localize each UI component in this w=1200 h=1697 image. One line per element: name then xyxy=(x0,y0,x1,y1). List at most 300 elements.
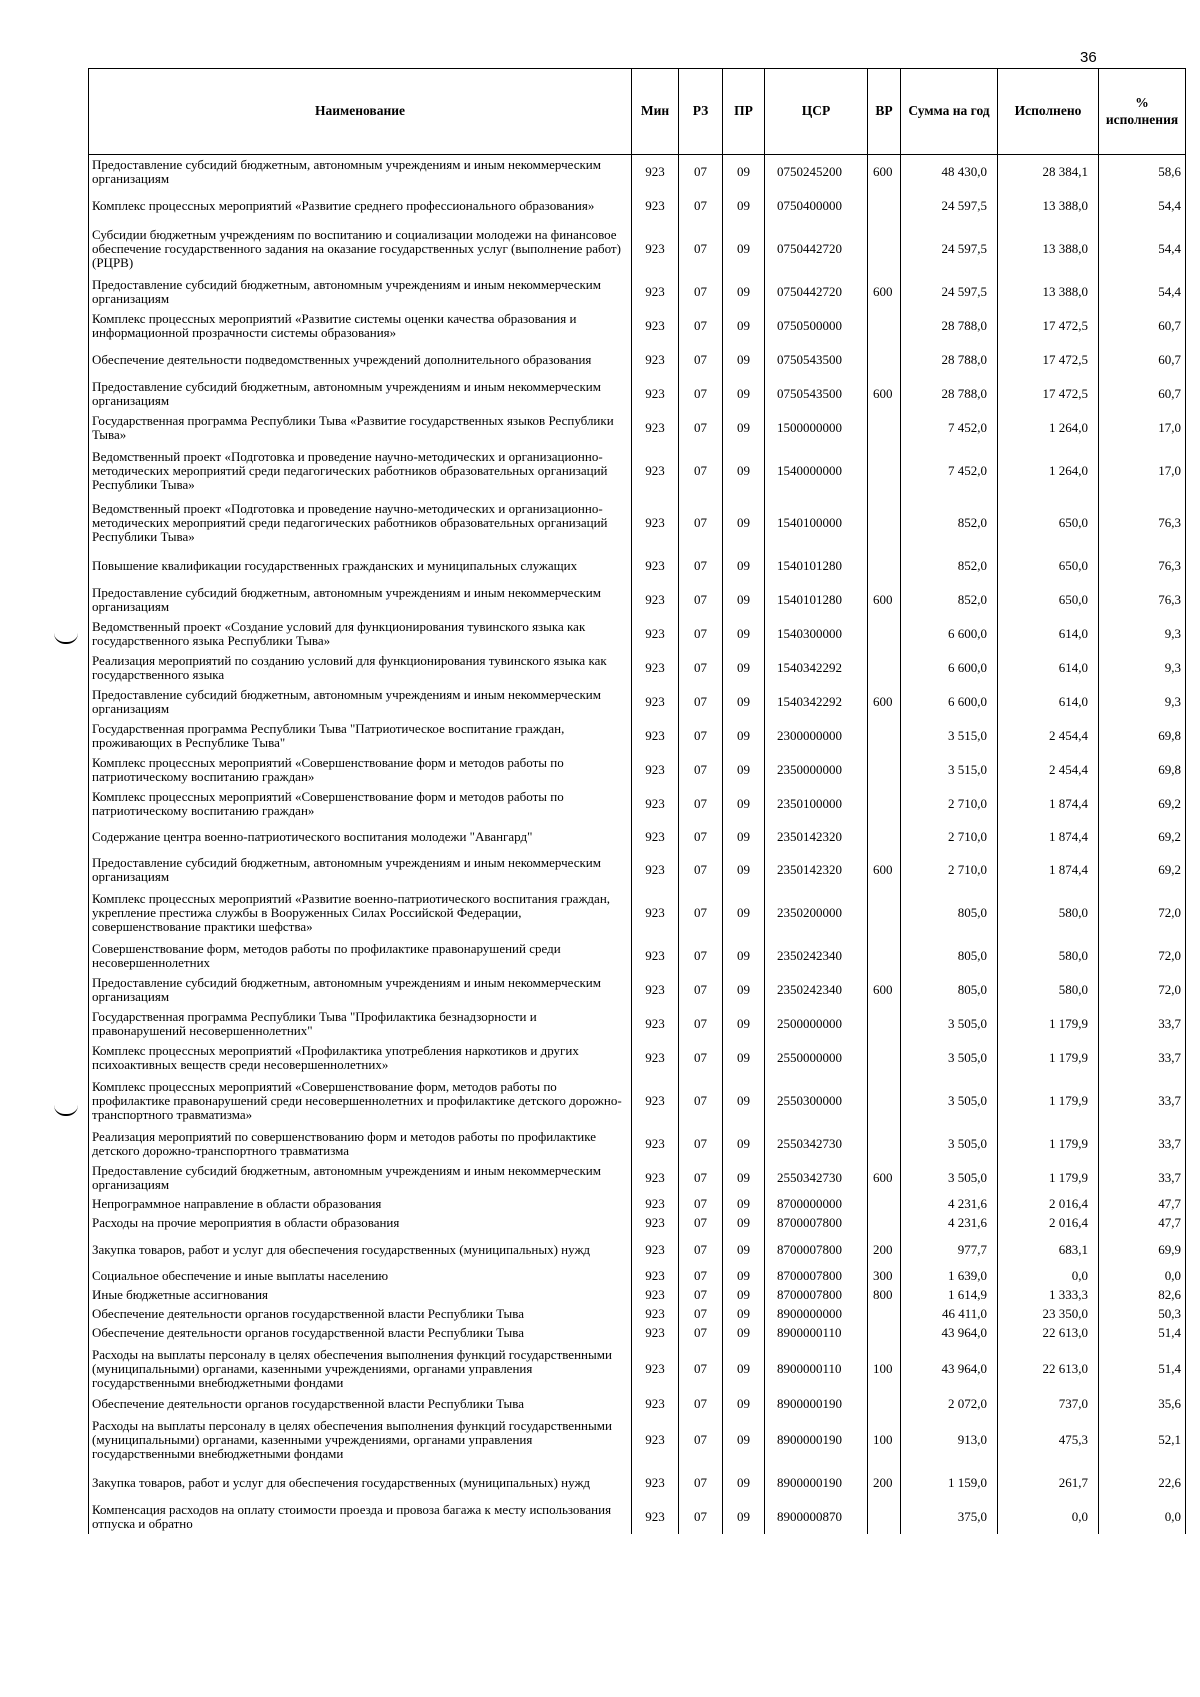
cell-pct: 47,7 xyxy=(1099,1214,1186,1233)
cell-min: 923 xyxy=(632,1267,679,1286)
cell-csr: 2550342730 xyxy=(765,1127,868,1161)
cell-rz: 07 xyxy=(679,377,723,411)
table-row xyxy=(89,343,1186,377)
cell-pr: 09 xyxy=(723,549,765,583)
cell-min: 923 xyxy=(632,753,679,787)
cell-done: 2 016,4 xyxy=(998,1195,1099,1214)
cell-pct: 72,0 xyxy=(1099,887,1186,939)
cell-vr: 600 xyxy=(868,685,901,719)
cell-pct: 47,7 xyxy=(1099,1195,1186,1214)
table-row xyxy=(89,853,1186,887)
cell-rz: 07 xyxy=(679,685,723,719)
cell-sum: 6 600,0 xyxy=(901,617,998,651)
cell-min: 923 xyxy=(632,1500,679,1534)
cell-csr: 2350100000 xyxy=(765,787,868,821)
cell-name: Ведомственный проект «Подготовка и проведение научно-методических и организационно-методических мероприятий среди педагогических работников образовательных организаций Республики Тыва» xyxy=(89,497,632,549)
cell-pct: 33,7 xyxy=(1099,1007,1186,1041)
table-row xyxy=(89,1286,1186,1305)
cell-vr xyxy=(868,309,901,343)
cell-rz: 07 xyxy=(679,1305,723,1324)
cell-pr: 09 xyxy=(723,1267,765,1286)
cell-name: Комплекс процессных мероприятий «Совершенствование форм и методов работы по патриотическому воспитанию граждан» xyxy=(89,787,632,821)
cell-sum: 43 964,0 xyxy=(901,1343,998,1395)
cell-csr: 8900000190 xyxy=(765,1395,868,1414)
cell-sum: 4 231,6 xyxy=(901,1214,998,1233)
cell-rz: 07 xyxy=(679,1041,723,1075)
cell-sum: 3 505,0 xyxy=(901,1127,998,1161)
cell-vr xyxy=(868,1007,901,1041)
cell-name: Комплекс процессных мероприятий «Совершенствование форм и методов работы по патриотическому воспитанию граждан» xyxy=(89,753,632,787)
table-row xyxy=(89,617,1186,651)
header-sum: Сумма на год xyxy=(901,69,998,155)
table-row xyxy=(89,411,1186,445)
cell-rz: 07 xyxy=(679,1324,723,1343)
cell-done: 1 874,4 xyxy=(998,787,1099,821)
cell-done: 650,0 xyxy=(998,497,1099,549)
table-row xyxy=(89,821,1186,853)
cell-csr: 8900000110 xyxy=(765,1324,868,1343)
cell-csr: 8900000190 xyxy=(765,1414,868,1466)
cell-done: 580,0 xyxy=(998,939,1099,973)
table-row xyxy=(89,497,1186,549)
cell-pct: 72,0 xyxy=(1099,939,1186,973)
table-row xyxy=(89,1267,1186,1286)
header-min: Мин xyxy=(632,69,679,155)
cell-csr: 1540000000 xyxy=(765,445,868,497)
cell-pr: 09 xyxy=(723,939,765,973)
cell-pct: 69,8 xyxy=(1099,753,1186,787)
cell-pct: 33,7 xyxy=(1099,1075,1186,1127)
cell-pct: 50,3 xyxy=(1099,1305,1186,1324)
cell-min: 923 xyxy=(632,377,679,411)
cell-pct: 60,7 xyxy=(1099,377,1186,411)
cell-name: Предоставление субсидий бюджетным, автономным учреждениям и иным некоммерческим организациям xyxy=(89,853,632,887)
cell-min: 923 xyxy=(632,1466,679,1500)
cell-min: 923 xyxy=(632,583,679,617)
cell-min: 923 xyxy=(632,973,679,1007)
cell-sum: 24 597,5 xyxy=(901,223,998,275)
cell-pr: 09 xyxy=(723,853,765,887)
cell-min: 923 xyxy=(632,189,679,223)
cell-sum: 28 788,0 xyxy=(901,309,998,343)
cell-vr xyxy=(868,939,901,973)
cell-pr: 09 xyxy=(723,189,765,223)
cell-name: Обеспечение деятельности подведомственных учреждений дополнительного образования xyxy=(89,343,632,377)
cell-rz: 07 xyxy=(679,1007,723,1041)
cell-vr: 600 xyxy=(868,275,901,309)
cell-rz: 07 xyxy=(679,787,723,821)
cell-done: 13 388,0 xyxy=(998,223,1099,275)
cell-rz: 07 xyxy=(679,1395,723,1414)
cell-rz: 07 xyxy=(679,651,723,685)
cell-sum: 24 597,5 xyxy=(901,275,998,309)
table-row xyxy=(89,1466,1186,1500)
cell-pr: 09 xyxy=(723,1395,765,1414)
cell-name: Реализация мероприятий по созданию условий для функционирования тувинского языка как государственного языка xyxy=(89,651,632,685)
page-number: 36 xyxy=(1080,49,1097,66)
cell-pr: 09 xyxy=(723,685,765,719)
cell-name: Комплекс процессных мероприятий «Профилактика употребления наркотиков и других психоактивных веществ среди несовершеннолетних» xyxy=(89,1041,632,1075)
cell-rz: 07 xyxy=(679,1127,723,1161)
table-row xyxy=(89,189,1186,223)
cell-sum: 375,0 xyxy=(901,1500,998,1534)
cell-pct: 82,6 xyxy=(1099,1286,1186,1305)
cell-name: Непрограммное направление в области образования xyxy=(89,1195,632,1214)
budget-table xyxy=(88,68,1186,1534)
cell-name: Реализация мероприятий по совершенствованию форм и методов работы по профилактике детского дорожно-транспортного травматизма xyxy=(89,1127,632,1161)
cell-name: Предоставление субсидий бюджетным, автономным учреждениям и иным некоммерческим организациям xyxy=(89,685,632,719)
table-row xyxy=(89,549,1186,583)
cell-pr: 09 xyxy=(723,377,765,411)
cell-sum: 3 505,0 xyxy=(901,1161,998,1195)
header-done: Исполнено xyxy=(998,69,1099,155)
cell-pr: 09 xyxy=(723,1305,765,1324)
cell-vr xyxy=(868,1127,901,1161)
cell-min: 923 xyxy=(632,1395,679,1414)
cell-csr: 2350142320 xyxy=(765,853,868,887)
cell-pr: 09 xyxy=(723,1195,765,1214)
table-row xyxy=(89,1041,1186,1075)
table-header-row xyxy=(89,69,1186,155)
cell-rz: 07 xyxy=(679,275,723,309)
cell-done: 1 179,9 xyxy=(998,1075,1099,1127)
cell-vr xyxy=(868,753,901,787)
table-row xyxy=(89,223,1186,275)
cell-vr xyxy=(868,343,901,377)
cell-vr: 800 xyxy=(868,1286,901,1305)
cell-rz: 07 xyxy=(679,973,723,1007)
cell-vr: 600 xyxy=(868,973,901,1007)
table-row xyxy=(89,1343,1186,1395)
cell-csr: 8700007800 xyxy=(765,1233,868,1267)
cell-csr: 2350000000 xyxy=(765,753,868,787)
cell-sum: 24 597,5 xyxy=(901,189,998,223)
cell-min: 923 xyxy=(632,497,679,549)
cell-done: 0,0 xyxy=(998,1500,1099,1534)
cell-vr: 600 xyxy=(868,155,901,190)
cell-vr: 200 xyxy=(868,1233,901,1267)
cell-pct: 69,9 xyxy=(1099,1233,1186,1267)
cell-rz: 07 xyxy=(679,1343,723,1395)
cell-pr: 09 xyxy=(723,275,765,309)
table-row xyxy=(89,887,1186,939)
cell-csr: 2350200000 xyxy=(765,887,868,939)
cell-done: 1 179,9 xyxy=(998,1127,1099,1161)
cell-sum: 3 505,0 xyxy=(901,1007,998,1041)
cell-csr: 8700007800 xyxy=(765,1267,868,1286)
cell-pct: 9,3 xyxy=(1099,685,1186,719)
cell-done: 475,3 xyxy=(998,1414,1099,1466)
cell-done: 17 472,5 xyxy=(998,343,1099,377)
cell-name: Расходы на прочие мероприятия в области образования xyxy=(89,1214,632,1233)
cell-vr xyxy=(868,1324,901,1343)
cell-done: 580,0 xyxy=(998,973,1099,1007)
cell-min: 923 xyxy=(632,1161,679,1195)
cell-name: Ведомственный проект «Создание условий для функционирования тувинского языка как государственного языка Республики Тыва» xyxy=(89,617,632,651)
margin-mark xyxy=(54,633,78,644)
cell-pr: 09 xyxy=(723,887,765,939)
header-csr: ЦСР xyxy=(765,69,868,155)
cell-min: 923 xyxy=(632,275,679,309)
cell-csr: 2500000000 xyxy=(765,1007,868,1041)
cell-pr: 09 xyxy=(723,411,765,445)
cell-rz: 07 xyxy=(679,617,723,651)
cell-min: 923 xyxy=(632,1041,679,1075)
cell-sum: 6 600,0 xyxy=(901,651,998,685)
cell-csr: 2550000000 xyxy=(765,1041,868,1075)
cell-pct: 54,4 xyxy=(1099,275,1186,309)
cell-done: 737,0 xyxy=(998,1395,1099,1414)
cell-csr: 1540300000 xyxy=(765,617,868,651)
cell-name: Предоставление субсидий бюджетным, автономным учреждениям и иным некоммерческим организациям xyxy=(89,377,632,411)
cell-pr: 09 xyxy=(723,343,765,377)
cell-csr: 2550300000 xyxy=(765,1075,868,1127)
header-name: Наименование xyxy=(89,69,632,155)
cell-sum: 1 159,0 xyxy=(901,1466,998,1500)
cell-csr: 0750245200 xyxy=(765,155,868,190)
cell-done: 2 454,4 xyxy=(998,753,1099,787)
cell-csr: 0750442720 xyxy=(765,223,868,275)
cell-csr: 2350142320 xyxy=(765,821,868,853)
cell-pct: 60,7 xyxy=(1099,309,1186,343)
cell-sum: 3 515,0 xyxy=(901,719,998,753)
cell-csr: 1540101280 xyxy=(765,583,868,617)
cell-pr: 09 xyxy=(723,753,765,787)
table-row xyxy=(89,973,1186,1007)
cell-vr: 600 xyxy=(868,853,901,887)
cell-pr: 09 xyxy=(723,1214,765,1233)
cell-rz: 07 xyxy=(679,1214,723,1233)
cell-sum: 2 710,0 xyxy=(901,853,998,887)
cell-vr: 200 xyxy=(868,1466,901,1500)
cell-csr: 2300000000 xyxy=(765,719,868,753)
cell-min: 923 xyxy=(632,853,679,887)
cell-pct: 69,2 xyxy=(1099,821,1186,853)
cell-pct: 76,3 xyxy=(1099,549,1186,583)
cell-min: 923 xyxy=(632,1075,679,1127)
cell-min: 923 xyxy=(632,343,679,377)
cell-rz: 07 xyxy=(679,155,723,190)
cell-name: Обеспечение деятельности органов государственной власти Республики Тыва xyxy=(89,1324,632,1343)
cell-pr: 09 xyxy=(723,651,765,685)
cell-rz: 07 xyxy=(679,1466,723,1500)
cell-name: Комплекс процессных мероприятий «Совершенствование форм, методов работы по профилактике правонарушений среди несовершеннолетних и профилактике детского дорожно-транспортного травматизма» xyxy=(89,1075,632,1127)
table-row xyxy=(89,1305,1186,1324)
cell-vr xyxy=(868,549,901,583)
cell-done: 1 179,9 xyxy=(998,1007,1099,1041)
cell-name: Закупка товаров, работ и услуг для обеспечения государственных (муниципальных) нужд xyxy=(89,1466,632,1500)
cell-done: 17 472,5 xyxy=(998,377,1099,411)
table-row xyxy=(89,1195,1186,1214)
header-pr: ПР xyxy=(723,69,765,155)
cell-vr: 600 xyxy=(868,377,901,411)
cell-done: 17 472,5 xyxy=(998,309,1099,343)
cell-pct: 35,6 xyxy=(1099,1395,1186,1414)
cell-done: 650,0 xyxy=(998,549,1099,583)
cell-vr xyxy=(868,1395,901,1414)
cell-csr: 8900000190 xyxy=(765,1466,868,1500)
cell-rz: 07 xyxy=(679,719,723,753)
cell-sum: 852,0 xyxy=(901,497,998,549)
table-row xyxy=(89,753,1186,787)
cell-vr xyxy=(868,651,901,685)
cell-rz: 07 xyxy=(679,1414,723,1466)
cell-pct: 33,7 xyxy=(1099,1127,1186,1161)
cell-pct: 9,3 xyxy=(1099,651,1186,685)
cell-sum: 852,0 xyxy=(901,549,998,583)
cell-csr: 2350242340 xyxy=(765,939,868,973)
cell-vr xyxy=(868,1305,901,1324)
cell-pct: 54,4 xyxy=(1099,223,1186,275)
cell-min: 923 xyxy=(632,787,679,821)
cell-name: Предоставление субсидий бюджетным, автономным учреждениям и иным некоммерческим организациям xyxy=(89,155,632,190)
cell-pct: 17,0 xyxy=(1099,445,1186,497)
cell-pr: 09 xyxy=(723,617,765,651)
cell-min: 923 xyxy=(632,651,679,685)
table-row xyxy=(89,1127,1186,1161)
cell-rz: 07 xyxy=(679,411,723,445)
cell-sum: 913,0 xyxy=(901,1414,998,1466)
cell-done: 614,0 xyxy=(998,685,1099,719)
cell-name: Государственная программа Республики Тыва «Развитие государственных языков Республики Тыва» xyxy=(89,411,632,445)
cell-pct: 52,1 xyxy=(1099,1414,1186,1466)
cell-min: 923 xyxy=(632,223,679,275)
cell-min: 923 xyxy=(632,1414,679,1466)
cell-sum: 2 710,0 xyxy=(901,787,998,821)
cell-rz: 07 xyxy=(679,1286,723,1305)
table-row xyxy=(89,1395,1186,1414)
cell-min: 923 xyxy=(632,445,679,497)
cell-sum: 28 788,0 xyxy=(901,377,998,411)
cell-name: Субсидии бюджетным учреждениям по воспитанию и социализации молодежи на финансовое обеспечение государственного задания на оказание государственных услуг (выполнение работ) (РЦРВ) xyxy=(89,223,632,275)
cell-rz: 07 xyxy=(679,1195,723,1214)
cell-name: Совершенствование форм, методов работы по профилактике правонарушений среди несовершеннолетних xyxy=(89,939,632,973)
cell-sum: 46 411,0 xyxy=(901,1305,998,1324)
table-row xyxy=(89,583,1186,617)
cell-csr: 8900000870 xyxy=(765,1500,868,1534)
cell-min: 923 xyxy=(632,1286,679,1305)
cell-rz: 07 xyxy=(679,1267,723,1286)
cell-rz: 07 xyxy=(679,189,723,223)
cell-csr: 0750543500 xyxy=(765,343,868,377)
cell-csr: 2350242340 xyxy=(765,973,868,1007)
table-row xyxy=(89,1075,1186,1127)
table-row xyxy=(89,1007,1186,1041)
cell-vr: 100 xyxy=(868,1343,901,1395)
cell-name: Предоставление субсидий бюджетным, автономным учреждениям и иным некоммерческим организациям xyxy=(89,1161,632,1195)
cell-vr xyxy=(868,1500,901,1534)
cell-sum: 43 964,0 xyxy=(901,1324,998,1343)
cell-rz: 07 xyxy=(679,1500,723,1534)
cell-pr: 09 xyxy=(723,1075,765,1127)
cell-done: 650,0 xyxy=(998,583,1099,617)
cell-csr: 2550342730 xyxy=(765,1161,868,1195)
cell-csr: 0750500000 xyxy=(765,309,868,343)
cell-csr: 1540342292 xyxy=(765,685,868,719)
cell-done: 1 874,4 xyxy=(998,821,1099,853)
cell-vr xyxy=(868,223,901,275)
cell-pr: 09 xyxy=(723,1500,765,1534)
cell-done: 22 613,0 xyxy=(998,1324,1099,1343)
cell-pr: 09 xyxy=(723,1343,765,1395)
cell-done: 1 264,0 xyxy=(998,411,1099,445)
header-vr: ВР xyxy=(868,69,901,155)
cell-pr: 09 xyxy=(723,1127,765,1161)
cell-vr xyxy=(868,719,901,753)
cell-sum: 28 788,0 xyxy=(901,343,998,377)
cell-pct: 0,0 xyxy=(1099,1267,1186,1286)
cell-pr: 09 xyxy=(723,155,765,190)
cell-name: Комплекс процессных мероприятий «Развитие среднего профессионального образования» xyxy=(89,189,632,223)
cell-pct: 9,3 xyxy=(1099,617,1186,651)
cell-sum: 1 614,9 xyxy=(901,1286,998,1305)
cell-done: 1 179,9 xyxy=(998,1041,1099,1075)
cell-vr xyxy=(868,411,901,445)
cell-sum: 805,0 xyxy=(901,939,998,973)
cell-min: 923 xyxy=(632,1324,679,1343)
cell-done: 23 350,0 xyxy=(998,1305,1099,1324)
cell-csr: 8900000000 xyxy=(765,1305,868,1324)
cell-rz: 07 xyxy=(679,445,723,497)
table-row xyxy=(89,939,1186,973)
cell-sum: 3 515,0 xyxy=(901,753,998,787)
cell-csr: 0750442720 xyxy=(765,275,868,309)
cell-sum: 48 430,0 xyxy=(901,155,998,190)
cell-pct: 22,6 xyxy=(1099,1466,1186,1500)
cell-sum: 805,0 xyxy=(901,887,998,939)
cell-min: 923 xyxy=(632,309,679,343)
table-row xyxy=(89,1414,1186,1466)
cell-rz: 07 xyxy=(679,309,723,343)
cell-min: 923 xyxy=(632,887,679,939)
cell-done: 1 264,0 xyxy=(998,445,1099,497)
cell-vr xyxy=(868,497,901,549)
cell-pr: 09 xyxy=(723,497,765,549)
cell-pr: 09 xyxy=(723,583,765,617)
cell-vr xyxy=(868,1214,901,1233)
cell-sum: 3 505,0 xyxy=(901,1075,998,1127)
cell-rz: 07 xyxy=(679,753,723,787)
table-row xyxy=(89,1500,1186,1534)
cell-rz: 07 xyxy=(679,853,723,887)
cell-min: 923 xyxy=(632,1127,679,1161)
cell-sum: 1 639,0 xyxy=(901,1267,998,1286)
cell-sum: 7 452,0 xyxy=(901,445,998,497)
cell-vr xyxy=(868,787,901,821)
cell-rz: 07 xyxy=(679,1075,723,1127)
cell-rz: 07 xyxy=(679,887,723,939)
cell-sum: 6 600,0 xyxy=(901,685,998,719)
cell-vr xyxy=(868,1075,901,1127)
cell-pr: 09 xyxy=(723,719,765,753)
cell-pr: 09 xyxy=(723,1007,765,1041)
cell-min: 923 xyxy=(632,1305,679,1324)
cell-sum: 7 452,0 xyxy=(901,411,998,445)
cell-name: Обеспечение деятельности органов государственной власти Республики Тыва xyxy=(89,1395,632,1414)
cell-vr: 300 xyxy=(868,1267,901,1286)
cell-rz: 07 xyxy=(679,549,723,583)
cell-pr: 09 xyxy=(723,1041,765,1075)
cell-done: 13 388,0 xyxy=(998,189,1099,223)
cell-name: Расходы на выплаты персоналу в целях обеспечения выполнения функций государственными (муниципальными) органами, казенными учреждениями, органами управления государственными внебюджетными фондами xyxy=(89,1343,632,1395)
cell-name: Предоставление субсидий бюджетным, автономным учреждениям и иным некоммерческим организациям xyxy=(89,973,632,1007)
table-row xyxy=(89,1214,1186,1233)
cell-sum: 2 710,0 xyxy=(901,821,998,853)
cell-pct: 17,0 xyxy=(1099,411,1186,445)
cell-pr: 09 xyxy=(723,445,765,497)
cell-pct: 54,4 xyxy=(1099,189,1186,223)
cell-sum: 3 505,0 xyxy=(901,1041,998,1075)
